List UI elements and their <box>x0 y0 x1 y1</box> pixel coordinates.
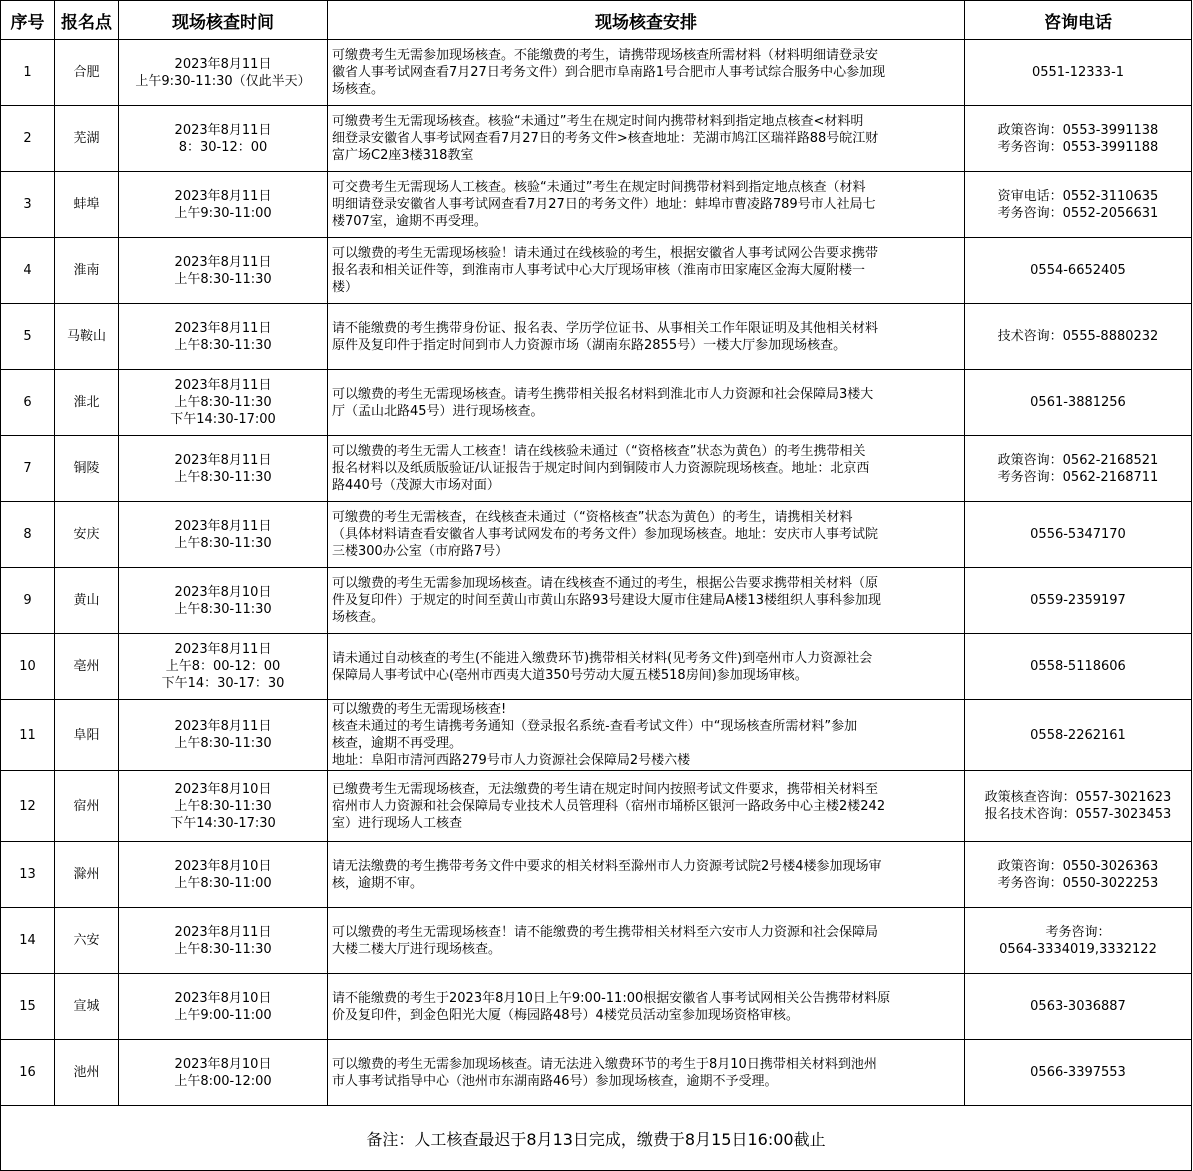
arrangement-line: 可交费考生无需现场人工核查。核验“未通过”考生在规定时间携带材料到指定地点核查（材料 <box>332 180 866 195</box>
header-no: 序号 <box>1 1 55 40</box>
row-arrangement <box>328 304 965 370</box>
table-body <box>1 40 1192 1106</box>
row-number: 7 <box>1 436 55 502</box>
phone-line: 0563-3036887 <box>1030 999 1126 1014</box>
time-line: 上午8:30-11:30 <box>174 736 272 751</box>
row-city: 池州 <box>55 1040 119 1106</box>
row-arrangement <box>328 106 965 172</box>
time-line: 2023年8月10日 <box>174 1056 272 1072</box>
row-number: 4 <box>1 238 55 304</box>
arrangement-line: 室）进行现场人工核查 <box>332 815 463 831</box>
header-city: 报名点 <box>55 1 119 40</box>
row-phone <box>965 908 1192 974</box>
row-arrangement <box>328 238 965 304</box>
row-arrangement <box>328 1040 965 1106</box>
row-time <box>119 172 328 238</box>
phone-line: 0561-3881256 <box>1030 395 1126 410</box>
time-line: 上午8:00-12:00 <box>174 1073 272 1089</box>
arrangement-line: 核查，逾期不再受理。 <box>332 736 463 751</box>
arrangement-line: （具体材料请查看安徽省人事考试网发布的考务文件）参加现场核查。地址：安庆市人事考试院 <box>332 527 879 542</box>
phone-line: 0556-5347170 <box>1030 527 1126 542</box>
arrangement-line: 保障局人事考试中心(亳州市西夷大道350号劳动大厦五楼518房间)参加现场审核。 <box>332 667 808 683</box>
arrangement-line: 楼707室，逾期不再受理。 <box>332 214 487 229</box>
table-row <box>1 974 1192 1040</box>
time-line: 2023年8月11日 <box>174 188 272 204</box>
arrangement-line: 可缴费考生无需参加现场核查。不能缴费的考生，请携带现场核查所需材料（材料明细请登录安 <box>332 48 879 63</box>
arrangement-line: 件及复印件）于规定的时间至黄山市黄山东路93号建设大厦市住建局A楼13楼组织人事科参加现 <box>332 593 881 608</box>
arrangement-line: 可以缴费的考生无需参加现场核查。请在线核查不通过的考生，根据公告要求携带相关材料（原 <box>332 576 879 591</box>
phone-line: 0558-2262161 <box>1030 727 1126 743</box>
row-number: 5 <box>1 304 55 370</box>
row-city: 铜陵 <box>55 436 119 502</box>
table-row <box>1 908 1192 974</box>
phone-line: 0566-3397553 <box>1030 1065 1126 1080</box>
row-number: 3 <box>1 172 55 238</box>
arrangement-line: 明细请登录安徽省人事考试网查看7月27日的考务文件）地址：蚌埠市曹凌路789号市人社局七 <box>332 197 876 212</box>
table-row <box>1 304 1192 370</box>
time-line: 2023年8月10日 <box>174 858 272 874</box>
arrangement-line: 楼） <box>332 280 359 295</box>
row-phone <box>965 436 1192 502</box>
row-city: 宣城 <box>55 974 119 1040</box>
time-line: 2023年8月10日 <box>174 781 272 797</box>
row-number: 13 <box>1 842 55 908</box>
row-phone <box>965 974 1192 1040</box>
row-arrangement <box>328 172 965 238</box>
row-time <box>119 436 328 502</box>
row-phone <box>965 172 1192 238</box>
arrangement-line: 可以缴费的考生无需参加现场核查。请无法进入缴费环节的考生于8月10日携带相关材料到池州 <box>332 1056 877 1072</box>
row-number: 15 <box>1 974 55 1040</box>
arrangement-line: 场核查。 <box>332 82 385 97</box>
arrangement-line: 可以缴费的考生无需现场核查！请不能缴费的考生携带相关材料至六安市人力资源和社会保障局 <box>332 924 879 940</box>
phone-line: 政策咨询：0550-3026363 <box>997 858 1159 874</box>
row-time <box>119 304 328 370</box>
row-time <box>119 370 328 436</box>
table-row <box>1 370 1192 436</box>
phone-line: 0564-3334019,3332122 <box>999 941 1157 957</box>
arrangement-line: 请无法缴费的考生携带考务文件中要求的相关材料至滁州市人力资源考试院2号楼4楼参加现场审 <box>332 858 882 874</box>
row-arrangement <box>328 974 965 1040</box>
header-time: 现场核查时间 <box>119 1 328 40</box>
phone-line: 资审电话：0552-3110635 <box>997 188 1159 204</box>
time-line: 2023年8月11日 <box>174 518 272 534</box>
arrangement-line: 细登录安徽省人事考试网查看7月27日的考务文件>核查地址：芜湖市鸠江区瑞祥路88号皖江财 <box>332 131 879 146</box>
time-line: 8：30-12：00 <box>178 139 268 155</box>
arrangement-line: 价及复印件，到金色阳光大厦（梅园路48号）4楼党员活动室参加现场资格审核。 <box>332 1007 799 1023</box>
time-line: 2023年8月10日 <box>174 990 272 1006</box>
time-line: 上午8:30-11:00 <box>174 875 272 891</box>
row-time <box>119 842 328 908</box>
time-line: 2023年8月11日 <box>174 320 272 336</box>
row-time <box>119 40 328 106</box>
row-number: 10 <box>1 634 55 700</box>
time-line: 上午9:00-11:00 <box>174 1007 272 1023</box>
row-city: 宿州 <box>55 771 119 842</box>
row-arrangement <box>328 700 965 771</box>
row-city: 淮南 <box>55 238 119 304</box>
row-number: 8 <box>1 502 55 568</box>
time-line: 上午8:30-11:30 <box>174 601 272 617</box>
phone-line: 0558-5118606 <box>1030 659 1126 674</box>
row-phone <box>965 40 1192 106</box>
row-arrangement <box>328 502 965 568</box>
time-line: 上午9:30-11:00 <box>174 205 272 221</box>
phone-line: 考务咨询：0552-2056631 <box>997 205 1159 221</box>
table-row <box>1 40 1192 106</box>
arrangement-line: 核，逾期不审。 <box>332 875 424 891</box>
table-row <box>1 1040 1192 1106</box>
arrangement-line: 请未通过自动核查的考生(不能进入缴费环节)携带相关材料(见考务文件)到亳州市人力资源社会 <box>332 650 873 666</box>
phone-line: 0559-2359197 <box>1030 593 1126 608</box>
table-row <box>1 700 1192 771</box>
time-line: 上午8:30-11:30 <box>174 941 272 957</box>
row-phone <box>965 634 1192 700</box>
phone-line: 技术咨询：0555-8880232 <box>997 329 1159 344</box>
footer-row <box>1 1106 1192 1171</box>
row-city: 合肥 <box>55 40 119 106</box>
row-city: 阜阳 <box>55 700 119 771</box>
header-phone: 咨询电话 <box>965 1 1192 40</box>
phone-line: 0551-12333-1 <box>1031 65 1125 80</box>
row-phone <box>965 842 1192 908</box>
row-city: 黄山 <box>55 568 119 634</box>
phone-line: 考务咨询：0550-3022253 <box>997 875 1159 891</box>
row-city: 淮北 <box>55 370 119 436</box>
row-phone <box>965 106 1192 172</box>
arrangement-line: 场核查。 <box>332 610 385 625</box>
phone-line: 政策咨询：0562-2168521 <box>997 452 1159 468</box>
row-time <box>119 634 328 700</box>
row-number: 14 <box>1 908 55 974</box>
row-arrangement <box>328 908 965 974</box>
row-arrangement <box>328 370 965 436</box>
row-city: 蚌埠 <box>55 172 119 238</box>
time-line: 下午14：30-17：30 <box>161 676 285 691</box>
row-phone <box>965 771 1192 842</box>
arrangement-line: 已缴费考生无需现场核查，无法缴费的考生请在规定时间内按照考试文件要求，携带相关材料至 <box>332 781 879 797</box>
header-arrangement: 现场核查安排 <box>328 1 965 40</box>
row-time <box>119 106 328 172</box>
row-time <box>119 502 328 568</box>
row-phone <box>965 502 1192 568</box>
row-time <box>119 568 328 634</box>
arrangement-line: 原件及复印件于指定时间到市人力资源市场（湖南东路2855号）一楼大厅参加现场核查。 <box>332 337 847 353</box>
row-number: 2 <box>1 106 55 172</box>
row-arrangement <box>328 634 965 700</box>
time-line: 2023年8月10日 <box>174 584 272 600</box>
time-line: 上午8：00-12：00 <box>165 659 281 674</box>
time-line: 上午8:30-11:30 <box>174 395 272 410</box>
row-arrangement <box>328 842 965 908</box>
time-line: 下午14:30-17:30 <box>170 815 276 831</box>
table-row <box>1 634 1192 700</box>
time-line: 上午8:30-11:30 <box>174 337 272 353</box>
row-city: 马鞍山 <box>55 304 119 370</box>
row-phone <box>965 238 1192 304</box>
row-number: 1 <box>1 40 55 106</box>
row-time <box>119 908 328 974</box>
time-line: 上午8:30-11:30 <box>174 469 272 485</box>
time-line: 2023年8月11日 <box>174 254 272 270</box>
arrangement-line: 大楼二楼大厅进行现场核查。 <box>332 941 502 957</box>
row-city: 滁州 <box>55 842 119 908</box>
table-row <box>1 436 1192 502</box>
row-city: 六安 <box>55 908 119 974</box>
table-row <box>1 502 1192 568</box>
arrangement-line: 市人事考试指导中心（池州市东湖南路46号）参加现场核查，逾期不予受理。 <box>332 1073 778 1089</box>
arrangement-line: 可以缴费的考生无需现场核验！请未通过在线核验的考生，根据安徽省人事考试网公告要求携带 <box>332 246 879 261</box>
phone-line: 报名技术咨询：0557-3023453 <box>984 807 1172 822</box>
table-row <box>1 106 1192 172</box>
table-row <box>1 238 1192 304</box>
row-number: 12 <box>1 771 55 842</box>
time-line: 上午8:30-11:30 <box>174 535 272 551</box>
row-phone <box>965 700 1192 771</box>
row-number: 11 <box>1 700 55 771</box>
time-line: 下午14:30-17:00 <box>170 412 276 427</box>
row-number: 6 <box>1 370 55 436</box>
time-line: 上午8:30-11:30 <box>174 798 272 814</box>
row-arrangement <box>328 771 965 842</box>
phone-line: 考务咨询： <box>1045 924 1111 940</box>
time-line: 2023年8月11日 <box>174 378 272 393</box>
time-line: 2023年8月11日 <box>174 719 272 734</box>
arrangement-line: 请不能缴费的考生携带身份证、报名表、学历学位证书、从事相关工作年限证明及其他相关材料 <box>332 320 879 336</box>
phone-line: 考务咨询：0553-3991188 <box>997 139 1159 155</box>
arrangement-line: 可以缴费的考生无需现场核查。请考生携带相关报名材料到淮北市人力资源和社会保障局3楼大 <box>332 386 874 402</box>
time-line: 2023年8月11日 <box>174 122 272 138</box>
arrangement-line: 徽省人事考试网查看7月27日考务文件）到合肥市阜南路1号合肥市人事考试综合服务中心参加现 <box>332 65 886 80</box>
time-line: 2023年8月11日 <box>174 56 272 72</box>
row-phone <box>965 1040 1192 1106</box>
arrangement-line: 可缴费考生无需现场核查。核验“未通过”考生在规定时间内携带材料到指定地点核查<材料明 <box>332 114 864 129</box>
phone-line: 政策咨询：0553-3991138 <box>997 122 1159 138</box>
row-city: 亳州 <box>55 634 119 700</box>
time-line: 上午9:30-11:30（仅此半天） <box>135 73 311 89</box>
time-line: 2023年8月11日 <box>174 924 272 940</box>
phone-line: 考务咨询：0562-2168711 <box>997 469 1159 485</box>
row-time <box>119 700 328 771</box>
arrangement-line: 地址：阜阳市清河西路279号市人力资源社会保障局2号楼六楼 <box>332 753 691 768</box>
row-time <box>119 1040 328 1106</box>
row-number: 16 <box>1 1040 55 1106</box>
table-row <box>1 172 1192 238</box>
row-phone <box>965 370 1192 436</box>
arrangement-line: 三楼300办公室（市府路7号） <box>332 544 509 559</box>
arrangement-line: 核查未通过的考生请携考务通知（登录报名系统-查看考试文件）中“现场核查所需材料”参加 <box>332 719 858 734</box>
arrangement-line: 路440号（茂源大市场对面） <box>332 478 500 493</box>
arrangement-line: 可以缴费的考生无需人工核查！请在线核验未通过（“资格核查”状态为黄色）的考生携带相关 <box>332 444 866 459</box>
arrangement-line: 报名表和相关证件等，到淮南市人事考试中心大厅现场审核（淮南市田家庵区金海大厦附楼一 <box>332 263 866 278</box>
row-city: 芜湖 <box>55 106 119 172</box>
arrangement-line: 富广场C2座3楼318教室 <box>332 148 474 163</box>
row-arrangement <box>328 568 965 634</box>
phone-line: 政策核查咨询：0557-3021623 <box>984 790 1172 805</box>
row-city: 安庆 <box>55 502 119 568</box>
row-phone <box>965 304 1192 370</box>
table-row <box>1 771 1192 842</box>
footer-note: 备注：人工核查最迟于8月13日完成，缴费于8月15日16:00截止 <box>1 1106 1192 1171</box>
arrangement-line: 请不能缴费的考生于2023年8月10日上午9:00-11:00根据安徽省人事考试网相关公告携带材料原 <box>332 990 891 1006</box>
row-phone <box>965 568 1192 634</box>
phone-line: 0554-6652405 <box>1030 263 1126 278</box>
table-row <box>1 568 1192 634</box>
time-line: 2023年8月11日 <box>174 452 272 468</box>
row-time <box>119 238 328 304</box>
arrangement-line: 可以缴费的考生无需现场核查! <box>332 702 507 717</box>
row-number: 9 <box>1 568 55 634</box>
row-time <box>119 974 328 1040</box>
header-row <box>1 1 1192 40</box>
row-arrangement <box>328 40 965 106</box>
row-arrangement <box>328 436 965 502</box>
arrangement-line: 可缴费的考生无需核查，在线核查未通过（“资格核查”状态为黄色）的考生，请携相关材料 <box>332 510 853 525</box>
time-line: 2023年8月11日 <box>174 642 272 657</box>
table-row <box>1 842 1192 908</box>
arrangement-line: 宿州市人力资源和社会保障局专业技术人员管理科（宿州市埇桥区银河一路政务中心主楼2楼242 <box>332 798 886 814</box>
time-line: 上午8:30-11:30 <box>174 271 272 287</box>
row-time <box>119 771 328 842</box>
arrangement-line: 厅（孟山北路45号）进行现场核查。 <box>332 403 544 419</box>
arrangement-line: 报名材料以及纸质版验证/认证报告于规定时间内到铜陵市人力资源院现场核查。地址：北京西 <box>332 461 870 476</box>
